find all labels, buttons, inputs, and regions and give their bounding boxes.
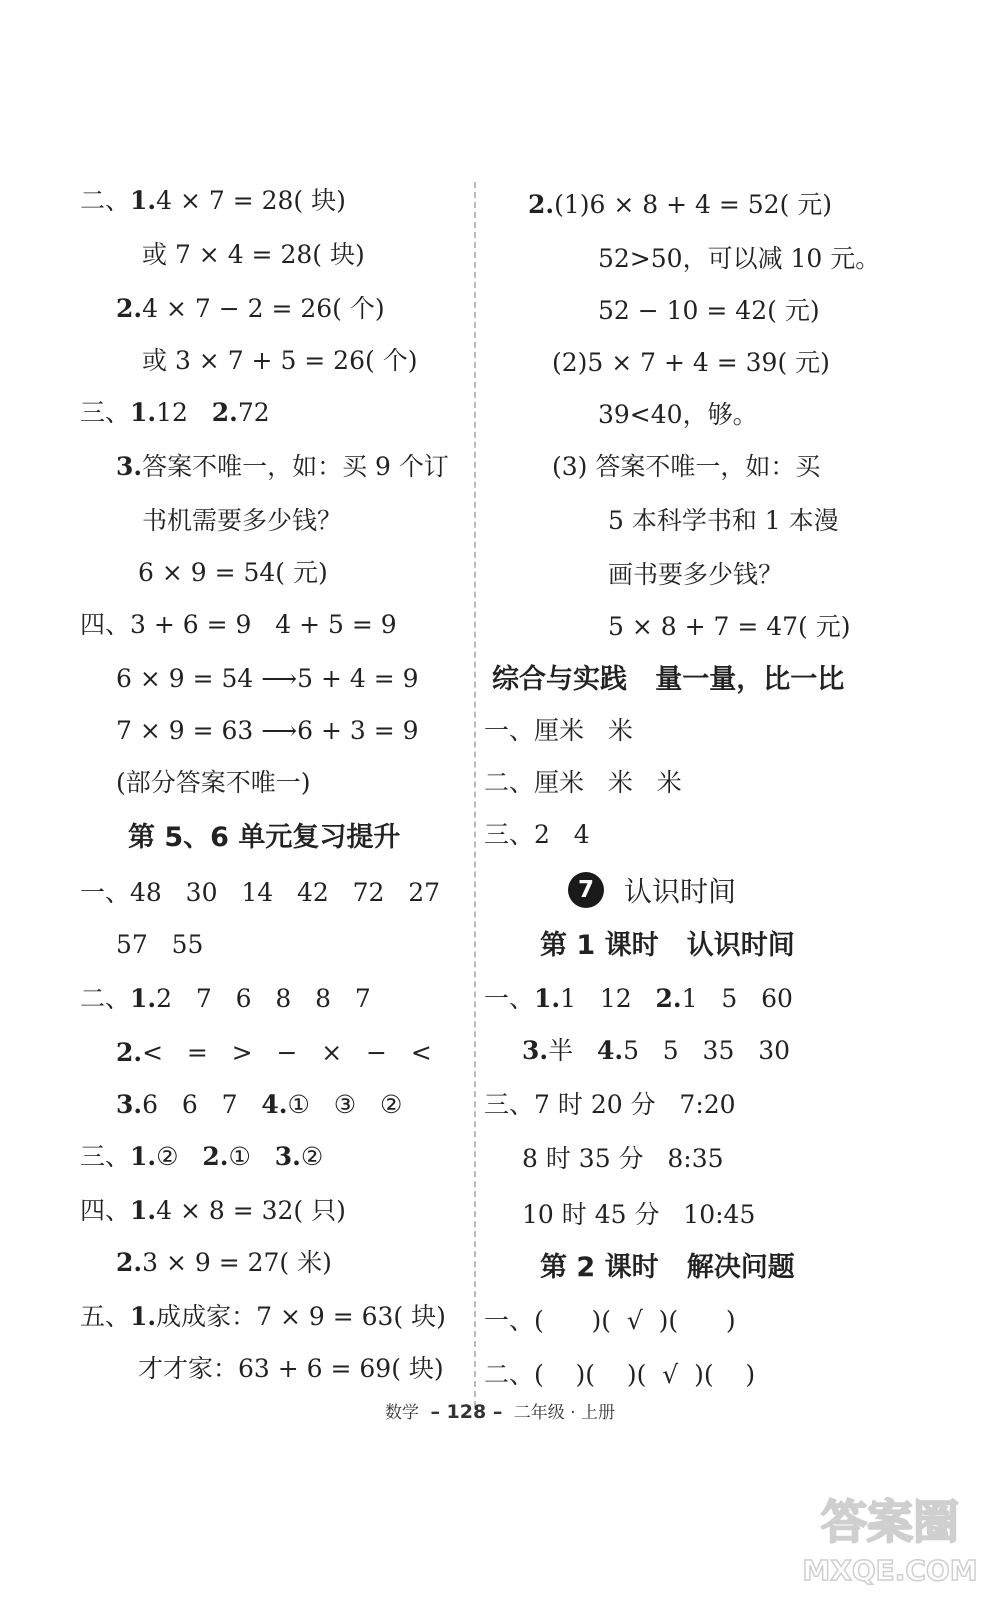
answer-line: 5 本科学书和 1 本漫 (608, 506, 839, 535)
watermark-text: 答案圈 (821, 1495, 959, 1549)
answer-line: 书机需要多少钱？ (142, 506, 343, 535)
answer-line: 或 3 × 7 + 5 = 26( 个) (142, 346, 418, 375)
answer-line: 一、厘米 米 (484, 716, 633, 745)
answer-line: 一、1.1 12 2.1 5 60 (484, 984, 793, 1013)
column-divider (474, 182, 476, 1407)
chapter-header (568, 870, 736, 910)
answer-line: 一、48 30 14 42 72 27 (80, 878, 441, 907)
answer-line: 四、1.4 × 8 = 32( 只) (80, 1196, 346, 1225)
footer-subject: 数学 (385, 1403, 420, 1423)
answer-line: 6 × 9 = 54( 元) (138, 558, 328, 587)
section-heading: 综合与实践 量一量，比一比 (492, 664, 845, 695)
answer-line: 6 × 9 = 54 ⟶5 + 4 = 9 (116, 664, 419, 693)
answer-line: 3.6 6 7 4.① ③ ② (116, 1090, 403, 1119)
answer-line: 三、7 时 20 分 7:20 (484, 1090, 736, 1119)
answer-line: 2.3 × 9 = 27( 米) (116, 1248, 332, 1277)
answer-line: 或 7 × 4 = 28( 块) (142, 240, 365, 269)
answer-line: 画书要多少钱？ (608, 560, 784, 589)
answer-line: (部分答案不唯一) (116, 768, 311, 797)
answer-line: 3.半 4.5 5 35 30 (522, 1036, 791, 1065)
answer-line: 三、2 4 (484, 820, 590, 849)
answer-line: 39<40，够。 (598, 400, 758, 429)
watermark-graphic (790, 1480, 990, 1590)
answer-line: 57 55 (116, 930, 204, 959)
section-heading: 第 2 课时 解决问题 (540, 1252, 795, 1283)
answer-line: 二、1.4 × 7 = 28( 块) (80, 186, 346, 215)
answer-line: 5 × 8 + 7 = 47( 元) (608, 612, 851, 641)
answer-line: 2.4 × 7 − 2 = 26( 个) (116, 294, 385, 323)
answer-line: 四、3 + 6 = 9 4 + 5 = 9 (80, 610, 397, 639)
answer-line: 2.(1)6 × 8 + 4 = 52( 元) (528, 190, 833, 219)
page-footer (0, 1398, 1000, 1423)
answer-line: (2)5 × 7 + 4 = 39( 元) (552, 348, 830, 377)
section-heading: 第 1 课时 认识时间 (540, 930, 795, 961)
answer-line: 一、( )( √ )( ) (484, 1306, 736, 1335)
page-number: – 128 – (430, 1401, 503, 1423)
watermark-url: MXQE.COM (802, 1554, 978, 1587)
answer-line: 二、厘米 米 米 (484, 768, 682, 797)
chapter-number-badge: 7 (568, 872, 604, 908)
answer-line: 才才家：63 + 6 = 69( 块) (138, 1354, 444, 1383)
answer-line: (3) 答案不唯一，如：买 (552, 452, 821, 481)
answer-line: 52>50，可以减 10 元。 (598, 244, 881, 273)
section-heading: 第 5、6 单元复习提升 (128, 822, 401, 853)
answer-line: 8 时 35 分 8:35 (522, 1144, 724, 1173)
answer-line: 3.答案不唯一，如：买 9 个订 (116, 452, 449, 481)
watermark-logo (790, 1480, 990, 1590)
answer-line: 三、1.12 2.72 (80, 398, 270, 427)
answer-line: 二、( )( )( √ )( ) (484, 1360, 756, 1389)
answer-line: 五、1.成成家：7 × 9 = 63( 块) (80, 1302, 446, 1331)
answer-line: 10 时 45 分 10:45 (522, 1200, 756, 1229)
answer-line: 7 × 9 = 63 ⟶6 + 3 = 9 (116, 716, 419, 745)
answer-line: 52 − 10 = 42( 元) (598, 296, 820, 325)
answer-line: 2.< = > − × − < (116, 1038, 432, 1067)
chapter-title: 认识时间 (624, 875, 737, 908)
answer-line: 三、1.② 2.① 3.② (80, 1142, 324, 1171)
footer-grade: 二年级 · 上册 (513, 1403, 615, 1423)
answer-line: 二、1.2 7 6 8 8 7 (80, 984, 371, 1013)
